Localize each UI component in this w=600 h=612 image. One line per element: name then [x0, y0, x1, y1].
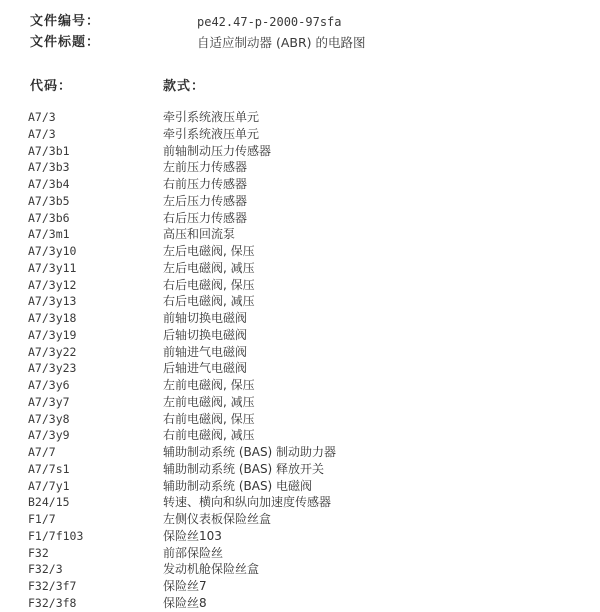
- table-row: [0, 461, 600, 478]
- component-code: F1/7: [28, 512, 56, 526]
- component-description: 保险丝8: [163, 595, 207, 610]
- table-row: [0, 444, 600, 461]
- table-row: [0, 360, 600, 377]
- component-code: A7/3b3: [28, 160, 70, 175]
- component-description: 转速、横向和纵向加速度传感器: [163, 495, 332, 510]
- component-code: F32: [28, 545, 49, 560]
- doc-number-row: [30, 13, 590, 33]
- component-code: A7/7: [28, 445, 56, 459]
- table-row: [0, 126, 600, 143]
- table-row: [0, 561, 600, 578]
- component-code: A7/3b4: [28, 177, 70, 191]
- component-code: A7/3y23: [28, 361, 77, 376]
- component-description: 左侧仪表板保险丝盒: [163, 512, 272, 526]
- component-description: 后轴进气电磁阀: [163, 361, 248, 376]
- component-code: A7/3: [28, 110, 56, 124]
- component-description: 左后电磁阀, 保压: [163, 244, 255, 258]
- component-description: 前部保险丝: [163, 545, 224, 560]
- table-row: [0, 394, 600, 411]
- table-row: [0, 411, 600, 428]
- component-description: 右后电磁阀, 减压: [163, 294, 255, 309]
- table-row: [0, 528, 600, 545]
- table-row: [0, 293, 600, 310]
- table-row: [0, 260, 600, 277]
- doc-number-label: 文件编号：: [30, 14, 101, 29]
- component-code: A7/7y1: [28, 478, 70, 493]
- component-description: 保险丝103: [163, 528, 222, 543]
- component-code: A7/3y19: [28, 327, 77, 342]
- component-code: A7/7s1: [28, 461, 70, 476]
- doc-title-value: 自适应制动器 (ABR) 的电路图: [197, 35, 366, 50]
- component-code: A7/3b6: [28, 210, 70, 225]
- table-row: [0, 595, 600, 612]
- component-description: 前轴制动压力传感器: [163, 143, 272, 158]
- component-code: A7/3y13: [28, 294, 77, 309]
- table-row: [0, 327, 600, 344]
- component-description: 发动机舱保险丝盒: [163, 562, 260, 577]
- component-description: 牵引系统液压单元: [163, 110, 260, 124]
- component-code: F32/3f7: [28, 579, 77, 593]
- component-description: 右后压力传感器: [163, 210, 248, 225]
- component-code: A7/3b1: [28, 143, 70, 158]
- component-description: 左后电磁阀, 减压: [163, 260, 255, 275]
- table-row: [0, 159, 600, 176]
- component-code: A7/3y7: [28, 394, 70, 409]
- table-row: [0, 176, 600, 193]
- table-row: [0, 427, 600, 444]
- table-row: [0, 277, 600, 294]
- component-description: 前轴切换电磁阀: [163, 311, 248, 325]
- doc-number-value: pe42.47-p-2000-97sfa: [197, 15, 342, 29]
- table-row: [0, 344, 600, 361]
- code-column-header: 代码：: [30, 79, 73, 94]
- component-description: 高压和回流泵: [163, 227, 236, 242]
- component-description: 辅助制动系统 (BAS) 电磁阀: [163, 478, 313, 493]
- table-row: [0, 310, 600, 327]
- component-code: A7/3y6: [28, 378, 70, 392]
- table-row: [0, 377, 600, 394]
- table-row: [0, 109, 600, 126]
- component-description: 保险丝7: [163, 579, 207, 593]
- table-row: [0, 193, 600, 210]
- component-table: [0, 109, 600, 612]
- table-row: [0, 143, 600, 160]
- component-description: 辅助制动系统 (BAS) 释放开关: [163, 461, 325, 476]
- component-description: 前轴进气电磁阀: [163, 344, 248, 359]
- component-description: 左前电磁阀, 保压: [163, 378, 255, 392]
- component-description: 右前电磁阀, 减压: [163, 428, 255, 443]
- table-row: [0, 243, 600, 260]
- model-column-header: 款式：: [163, 79, 206, 94]
- component-description: 左后压力传感器: [163, 193, 248, 208]
- component-code: F32/3f8: [28, 595, 77, 610]
- component-code: F1/7f103: [28, 528, 84, 543]
- component-description: 辅助制动系统 (BAS) 制动助力器: [163, 445, 337, 459]
- component-code: A7/3b5: [28, 193, 70, 208]
- component-code: A7/3y9: [28, 428, 70, 443]
- component-description: 左前压力传感器: [163, 160, 248, 175]
- table-row: [0, 210, 600, 227]
- component-code: A7/3y8: [28, 411, 70, 426]
- table-row: [0, 511, 600, 528]
- component-code: A7/3: [28, 126, 56, 141]
- component-description: 后轴切换电磁阀: [163, 327, 248, 342]
- component-description: 右前压力传感器: [163, 177, 248, 191]
- component-code: A7/3y10: [28, 244, 77, 258]
- table-row: [0, 578, 600, 595]
- component-code: A7/3m1: [28, 227, 70, 242]
- component-description: 左前电磁阀, 减压: [163, 394, 255, 409]
- component-code: A7/3y22: [28, 344, 77, 359]
- component-code: A7/3y12: [28, 277, 77, 292]
- table-row: [0, 226, 600, 243]
- component-description: 右前电磁阀, 保压: [163, 411, 255, 426]
- table-row: [0, 494, 600, 511]
- doc-title-row: [30, 34, 590, 54]
- component-code: F32/3: [28, 562, 63, 577]
- component-code: A7/3y11: [28, 260, 77, 275]
- component-code: A7/3y18: [28, 311, 77, 325]
- table-row: [0, 545, 600, 562]
- component-description: 右后电磁阀, 保压: [163, 277, 255, 292]
- component-code: B24/15: [28, 495, 70, 510]
- table-row: [0, 478, 600, 495]
- doc-title-label: 文件标题：: [30, 35, 101, 50]
- component-description: 牵引系统液压单元: [163, 126, 260, 141]
